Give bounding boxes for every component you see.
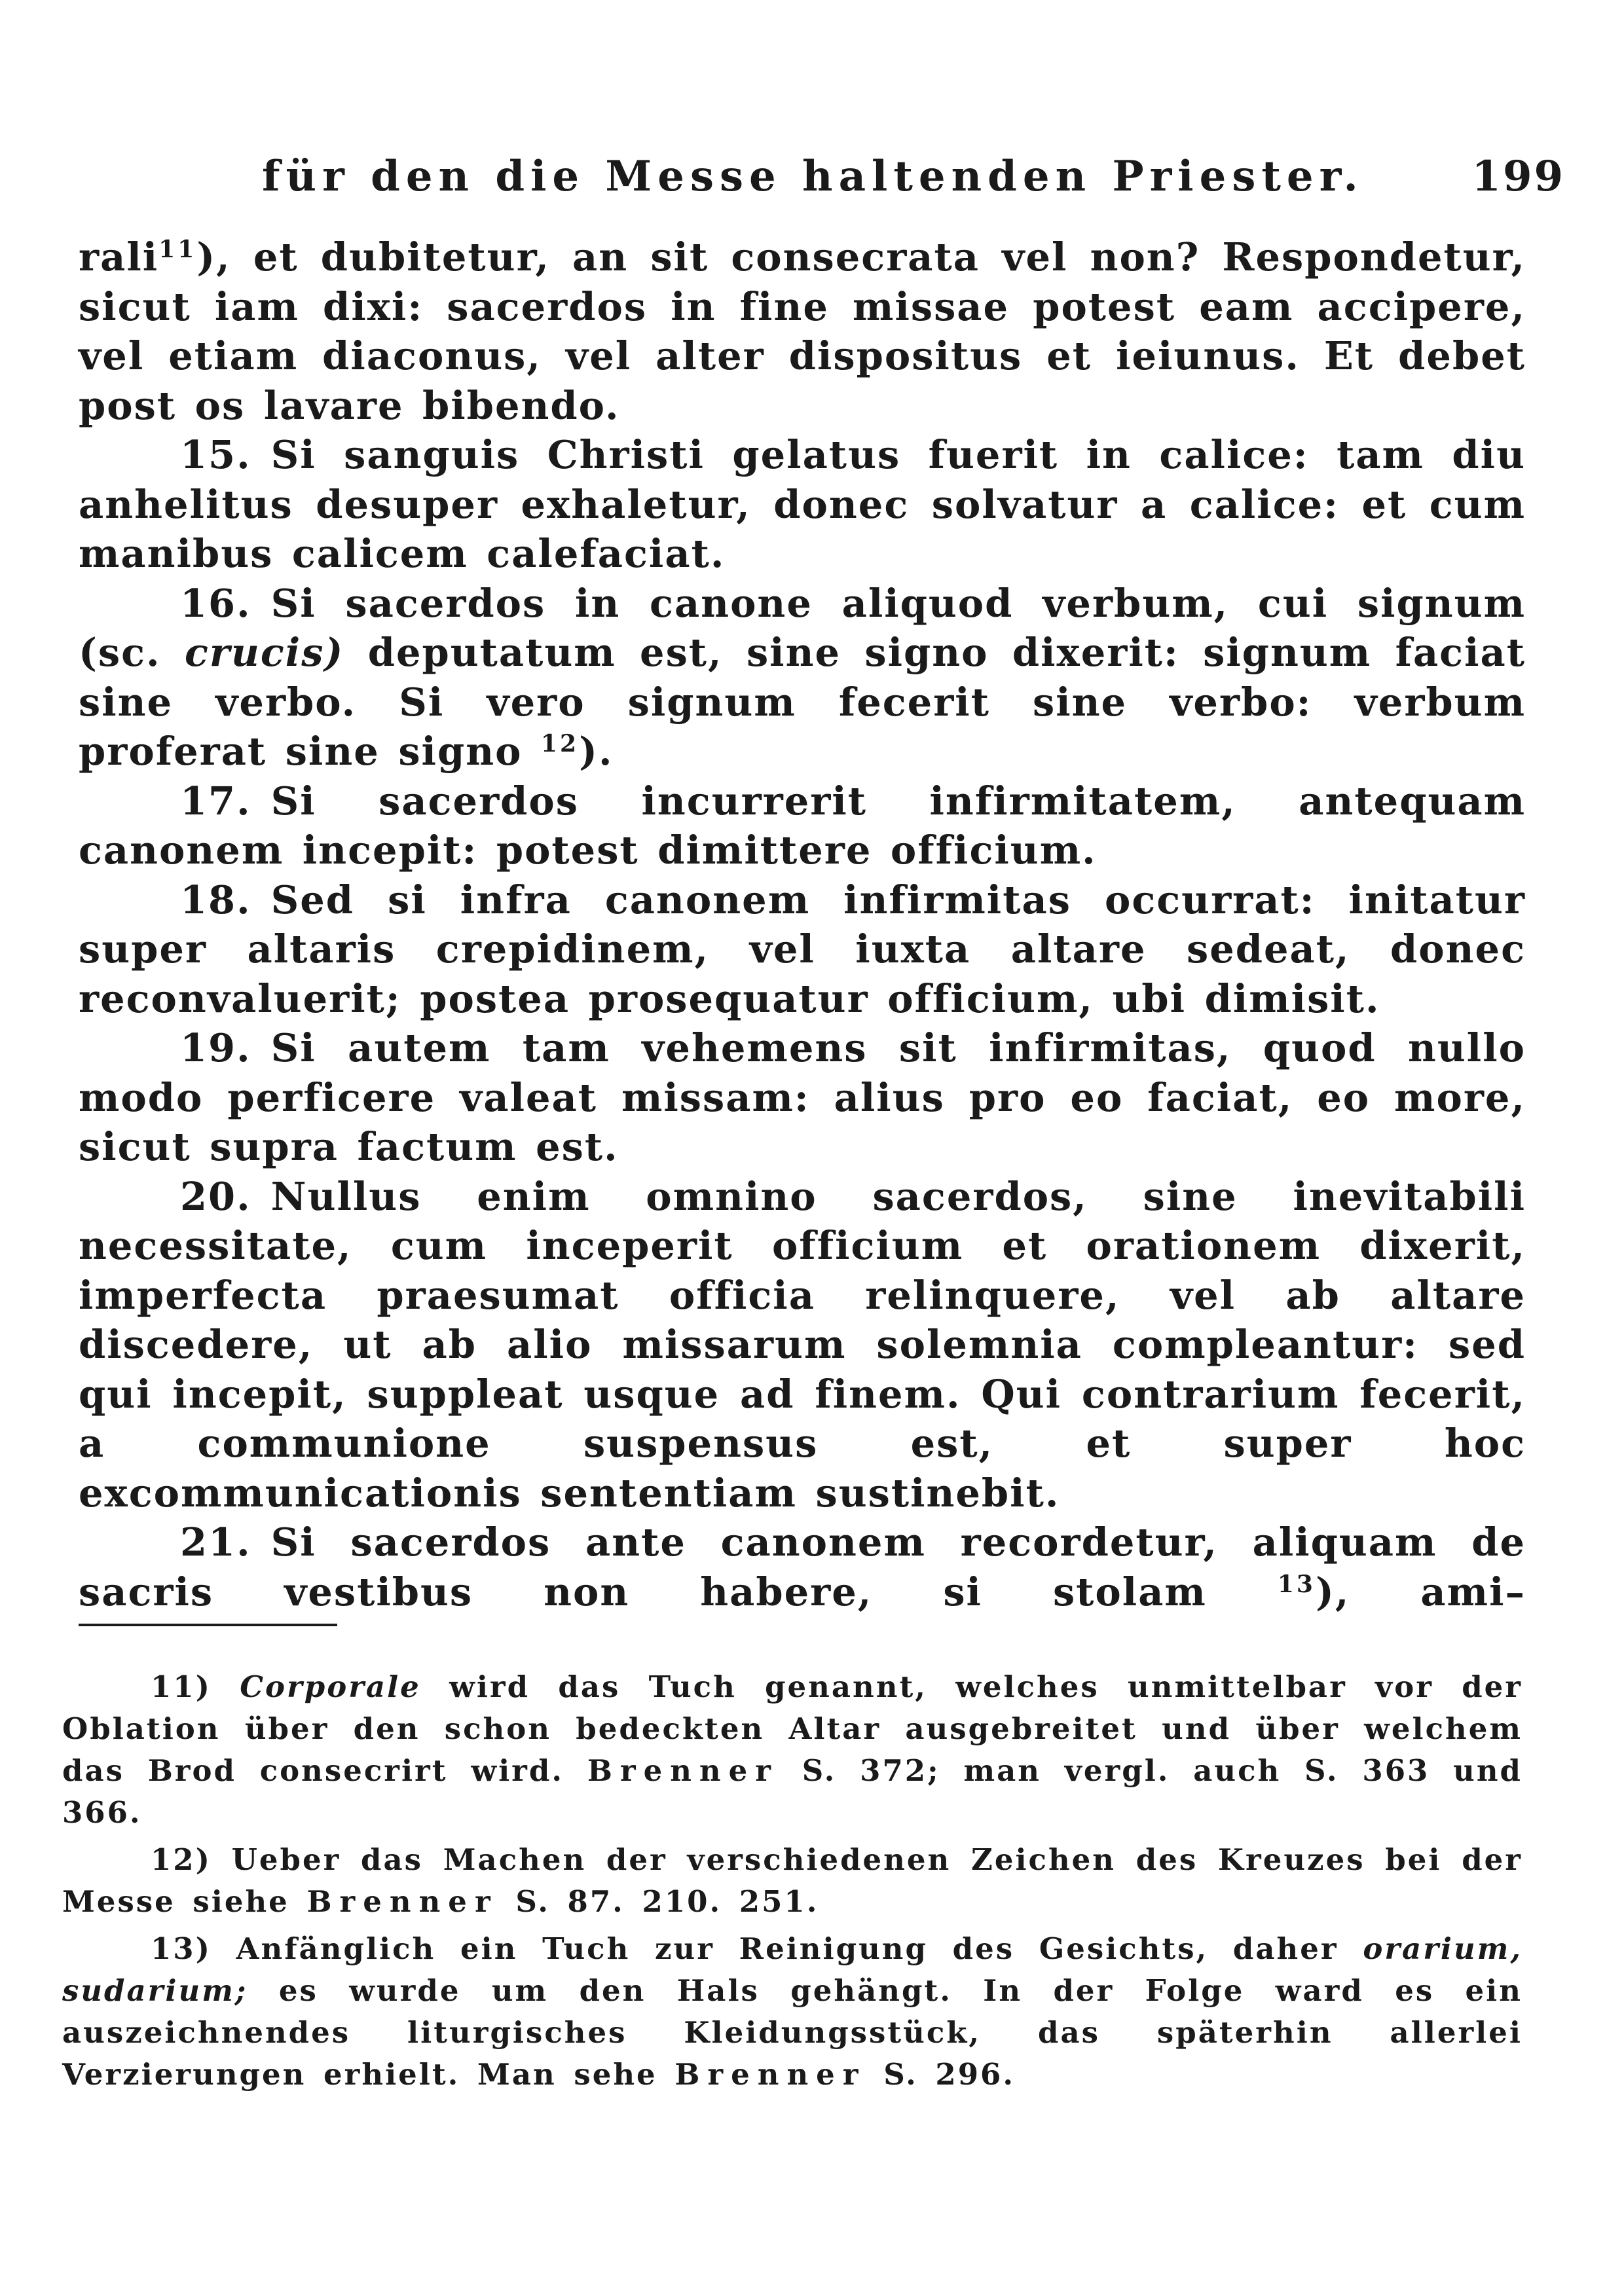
italic-term: orarium, sudarium;: [62, 1931, 1522, 2008]
paragraph-18: [79, 875, 1526, 1024]
author-name: Brenner: [306, 1884, 498, 1919]
paragraph-text: ), ami–: [1315, 1569, 1526, 1614]
footnote-number: 12): [151, 1842, 212, 1877]
footnote-text: es wurde um den Hals gehängt. In der Folge ward es ein auszeichnendes liturgisches Kleidungsstück, das späterhin allerlei Verzierungen erhielt. Man sehe: [62, 1973, 1522, 2092]
footnote-text: S. 296.: [883, 2057, 1016, 2092]
footnotes: [62, 1666, 1522, 2101]
footnote-12: [62, 1839, 1522, 1923]
paragraph-number: 15.: [180, 432, 251, 477]
italic-term: crucis): [184, 630, 344, 675]
paragraph-16: [79, 579, 1526, 776]
paragraph-19: [79, 1023, 1526, 1172]
paragraph-number: 19.: [180, 1025, 251, 1070]
paragraph-20: [79, 1172, 1526, 1518]
paragraph-text: Sed si infra canonem infirmitas occurrat: initatur super altaris crepidinem, vel iuxta altare sedeat, donec reconvaluerit; postea prosequatur officium, ubi dimisit.: [79, 877, 1526, 1021]
paragraph-text: Nullus enim omnino sacerdos, sine inevitabili necessitate, cum inceperit officium et orationem dixerit, imperfecta praesumat officia relinquere, vel ab altare discedere, ut ab alio missarum solemnia compleantur: sed qui incepit, suppleat usque ad finem. Qui contrarium fecerit, a communione suspensus est, et super hoc excommunicationis sententiam sustinebit.: [79, 1173, 1526, 1516]
footnote-number: 13): [151, 1931, 212, 1966]
paragraph-21: [79, 1518, 1526, 1616]
paragraph-number: 21.: [180, 1520, 251, 1565]
paragraph-text: Si sacerdos incurrerit infirmitatem, antequam canonem incepit: potest dimittere officium.: [79, 778, 1526, 873]
paragraph-continuation: [79, 232, 1526, 430]
paragraph-text: deputatum est, sine signo dixerit: signum faciat sine verbo. Si vero signum fecerit sine verbo: verbum proferat sine signo: [79, 630, 1526, 774]
paragraph-text: ), et dubitetur, an sit consecrata vel non? Respondetur, sicut iam dixi: sacerdos in fine missae potest eam accipere, vel etiam diaconus, vel alter dispositus et ieiunus. Et debet post os lavare bibendo.: [79, 234, 1526, 428]
footnote-11: [62, 1666, 1522, 1834]
paragraph-15: [79, 430, 1526, 579]
footnote-13: [62, 1928, 1522, 2096]
italic-term: Corporale: [240, 1669, 421, 1704]
running-title: für den die Messe haltenden Priester.: [262, 152, 1364, 201]
page-number: 199: [1471, 152, 1565, 201]
paragraph-number: 20.: [180, 1173, 251, 1219]
footnote-ref-11: 11: [158, 236, 197, 263]
footnote-ref-13: 13: [1277, 1570, 1316, 1598]
footnote-divider: [79, 1624, 337, 1626]
paragraph-number: 17.: [180, 778, 251, 824]
paragraph-text: Si autem tam vehemens sit infirmitas, quod nullo modo perficere valeat missam: alius pro eo faciat, eo more, sicut supra factum est.: [79, 1025, 1526, 1169]
running-header: [262, 152, 1565, 211]
paragraph-text: Si sacerdos ante canonem recordetur, aliquam de sacris vestibus non habere, si stolam: [79, 1520, 1526, 1614]
paragraph-17: [79, 776, 1526, 875]
footnote-ref-12: 12: [541, 730, 580, 757]
footnote-text: S. 87. 210. 251.: [515, 1884, 819, 1919]
footnote-text: Ueber das Machen der verschiedenen Zeichen des Kreuzes bei der Messe siehe: [62, 1842, 1523, 1919]
paragraph-text: Si sanguis Christi gelatus fuerit in calice: tam diu anhelitus desuper exhaletur, donec solvatur a calice: et cum manibus calicem calefaciat.: [79, 432, 1526, 576]
footnote-text: Anfänglich ein Tuch zur Reinigung des Gesichts, daher: [236, 1931, 1338, 1966]
main-text: [79, 232, 1526, 1616]
paragraph-text: Si sacerdos in canone aliquod verbum, cui signum (sc.: [79, 580, 1526, 675]
paragraph-number: 18.: [180, 877, 251, 922]
paragraph-text: ).: [579, 729, 614, 774]
author-name: Brenner: [587, 1753, 779, 1788]
paragraph-number: 16.: [180, 580, 251, 626]
author-name: Brenner: [674, 2057, 866, 2092]
paragraph-text: rali: [79, 234, 159, 280]
footnote-number: 11): [151, 1669, 212, 1704]
footnote-text: S. 372; man vergl. auch S. 363 und 366.: [62, 1753, 1523, 1830]
footnote-text: wird das Tuch genannt, welches unmittelbar vor der Oblation über den schon bedeckten Altar ausgebreitet und über welchem das Brod consecrirt wird.: [62, 1669, 1523, 1788]
